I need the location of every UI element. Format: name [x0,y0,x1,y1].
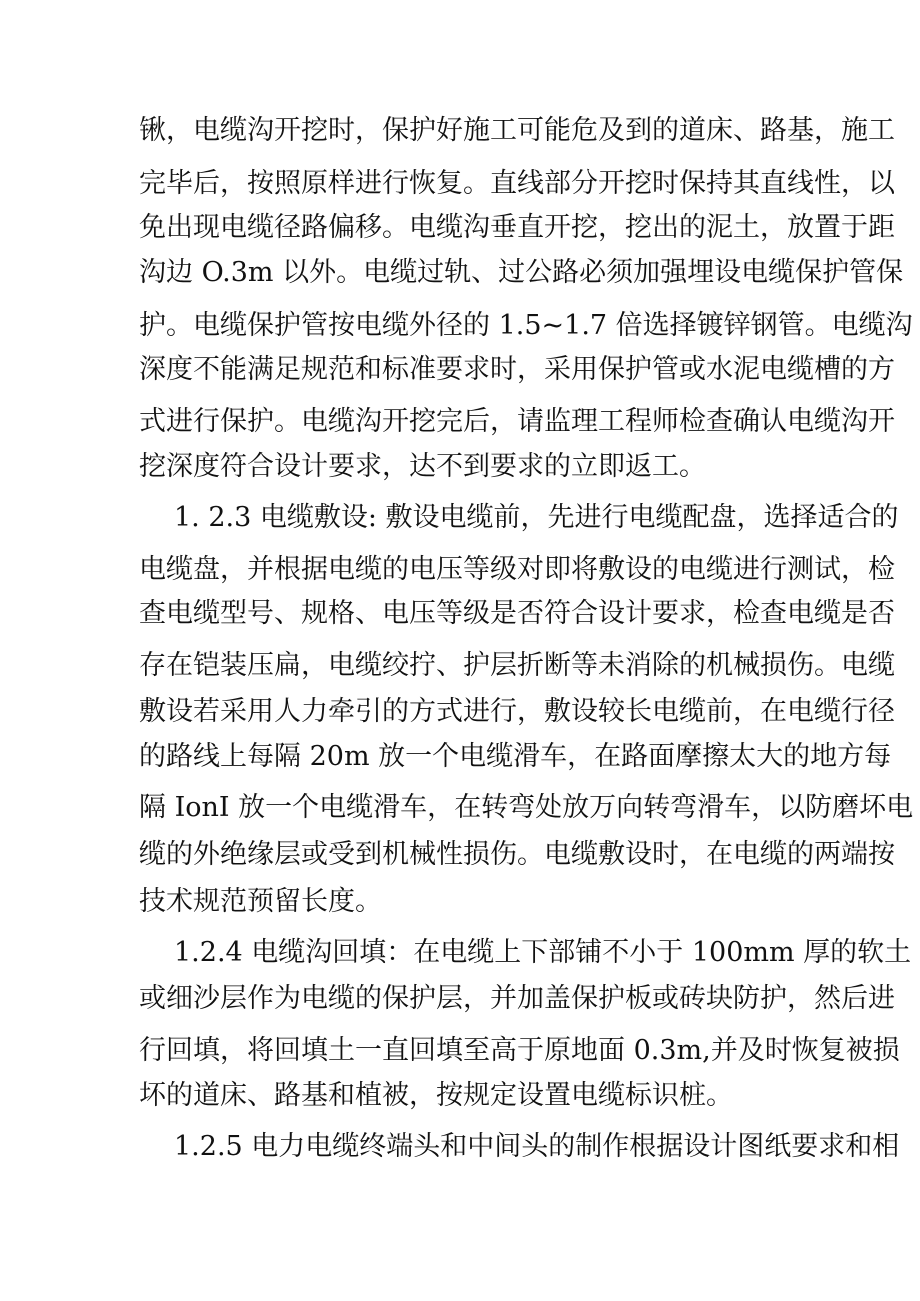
text-line: 技术规范预留长度。 [139,886,382,917]
text-line: 敷设若采用人力牵引的方式进行，敷设较长电缆前，在电缆行径 [139,696,895,727]
text-line: 的路线上每隔 20m 放一个电缆滑车，在路面摩擦太大的地方每 [139,741,892,772]
text-line: 锹，电缆沟开挖时，保护好施工可能危及到的道床、路基，施工 [139,115,895,146]
text-line: 存在铠装压扁，电缆绞拧、护层折断等未消除的机械损伤。电缆 [139,650,895,681]
text-line: 查电缆型号、规格、电压等级是否符合设计要求，检查电缆是否 [139,598,895,629]
text-line: 免出现电缆径路偏移。电缆沟垂直开挖，挖出的泥土，放置于距 [139,212,895,243]
text-line: 坏的道床、路基和植被，按规定设置电缆标识桩。 [139,1080,733,1111]
text-line: 沟边 O.3m 以外。电缆过轨、过公路必须加强埋设电缆保护管保 [139,257,904,288]
text-line: 式进行保护。电缆沟开挖完后，请监理工程师检查确认电缆沟开 [139,406,895,437]
text-line: 缆的外绝缘层或受到机械性损伤。电缆敷设时，在电缆的两端按 [139,839,895,870]
text-line: 或细沙层作为电缆的保护层，并加盖保护板或砖块防护，然后进 [139,983,895,1014]
text-line: 护。电缆保护管按电缆外径的 1.5~1.7 倍选择镀锌钢管。电缆沟 [139,310,913,341]
text-line: 隔 IonI 放一个电缆滑车，在转弯处放万向转弯滑车，以防磨坏电 [139,792,914,823]
text-line: 挖深度符合设计要求，达不到要求的立即返工。 [139,451,706,482]
section-heading-line: 1.2.4 电缆沟回填：在电缆上下部铺不小于 100mm 厚的软土 [174,937,912,968]
text-line: 完毕后，按照原样进行恢复。直线部分开挖时保持其直线性，以 [139,168,895,199]
section-heading-line: 1.2.5 电力电缆终端头和中间头的制作根据设计图纸要求和相 [174,1131,900,1162]
text-line: 深度不能满足规范和标准要求时，采用保护管或水泥电缆槽的方 [139,354,895,385]
section-heading-line: 1. 2.3 电缆敷设: 敷设电缆前，先进行电缆配盘，选择适合的 [174,502,899,533]
text-line: 行回填，将回填土一直回填至高于原地面 0.3m,并及时恢复被损 [139,1035,900,1066]
text-line: 电缆盘，并根据电缆的电压等级对即将敷设的电缆进行测试，检 [139,554,895,585]
